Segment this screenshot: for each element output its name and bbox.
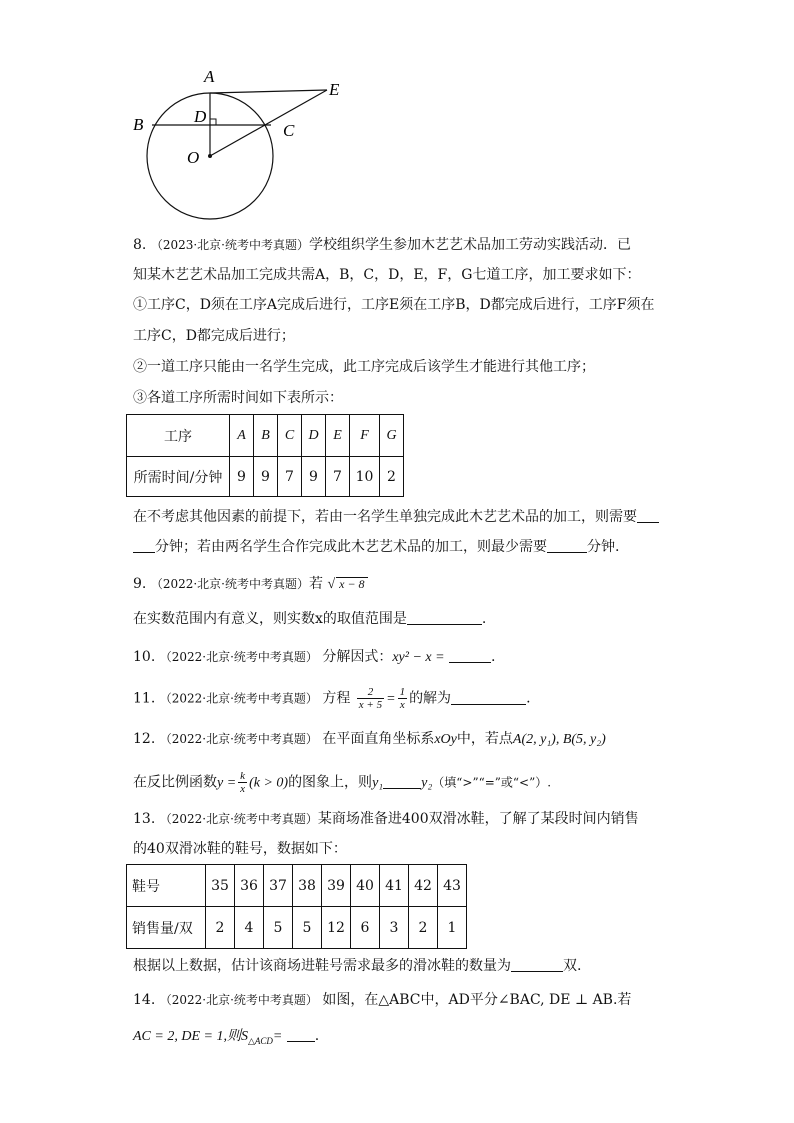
table-cell: 7 (326, 457, 350, 497)
table-header-cell: 销售量/双 (127, 907, 206, 949)
answer-blank[interactable] (449, 648, 491, 663)
q11-fraction-1: $\frac{2}{x + 5}$ (358, 686, 383, 711)
table-header-cell: 鞋号 (127, 865, 206, 907)
q11-equals: = (386, 691, 396, 707)
answer-blank[interactable] (287, 1027, 315, 1042)
table-header-cell: 所需时间/分钟 (127, 457, 230, 497)
table-cell: 42 (409, 865, 438, 907)
q9-line1: 9. （2022·北京·统考中考真题）若 √ x − 8 (133, 575, 368, 594)
answer-blank[interactable] (547, 538, 587, 553)
q8-ask2-text: 分钟；若由两名学生合作完成此木艺艺术品的加工，则最少需要 (155, 539, 547, 555)
table-cell: 9 (254, 457, 278, 497)
table-cell: B (254, 415, 278, 457)
table-cell: 5 (264, 907, 293, 949)
q10-expr: xy² − x = (392, 650, 445, 665)
table-cell: 6 (351, 907, 380, 949)
table-cell: 37 (264, 865, 293, 907)
table-cell: 41 (380, 865, 409, 907)
table-cell: 2 (380, 457, 404, 497)
q10-source: （2022·北京·统考中考真题） (159, 650, 318, 664)
table-cell: 39 (322, 865, 351, 907)
q9-text: 在实数范围内有意义，则实数x的取值范围是 (133, 611, 407, 627)
table-header-cell: 工序 (127, 415, 230, 457)
q8-ask1-text: 在不考虑其他因素的前提下，若由一名学生单独完成此木艺艺术品的加工，则需要 (133, 509, 637, 525)
q13-number: 13. (133, 811, 156, 827)
q13-text1: 某商场准备进400双滑冰鞋，了解了某段时间内销售 (317, 811, 639, 827)
q14-area-sub: △ACD (247, 1035, 273, 1046)
q8-text1: 学校组织学生参加木艺艺术品加工劳动实践活动．已 (308, 237, 631, 253)
q9-source: （2022·北京·统考中考真题） (150, 577, 309, 591)
q9-number: 9. (133, 576, 147, 592)
q13-ask (133, 957, 581, 975)
table-cell: 40 (351, 865, 380, 907)
q8-ask2-tail: 分钟. (587, 539, 620, 555)
q8-ask1 (133, 508, 659, 526)
q14-line1 (133, 991, 631, 1009)
table-cell: 7 (278, 457, 302, 497)
table-cell: 43 (438, 865, 467, 907)
table-cell: 36 (235, 865, 264, 907)
q12-func-lhs: y = (217, 775, 237, 791)
q9-pre: 若 (308, 576, 323, 592)
q14-end: . (314, 1028, 320, 1044)
q11-number: 11. (133, 690, 156, 707)
q8-rule3: ③各道工序所需时间如下表所示： (133, 390, 343, 406)
q13-line1 (133, 810, 639, 828)
q10-text: 分解因式： (322, 649, 393, 665)
q12-y2: y₂ (421, 775, 433, 791)
q11-fraction-2: $\frac{1}{x}$ (399, 686, 406, 711)
table-cell: 10 (350, 457, 380, 497)
table-cell: F (350, 415, 380, 457)
answer-blank[interactable] (451, 690, 526, 705)
q10-number: 10. (133, 649, 156, 665)
table-row (127, 907, 467, 949)
table-row (127, 865, 467, 907)
table-cell: D (302, 415, 326, 457)
label-a: A (204, 67, 215, 86)
q13-source: （2022·北京·统考中考真题） (159, 812, 318, 826)
table-cell: 9 (302, 457, 326, 497)
q12-coord: xOy (434, 732, 457, 747)
q8-rule2: ②一道工序只能由一名学生完成，此工序完成后该学生才能进行其他工序； (133, 359, 595, 375)
q12-line2 (133, 770, 551, 795)
q11-text: 方程 (322, 690, 351, 707)
q12-text: 在平面直角坐标系 (322, 731, 435, 747)
answer-blank[interactable] (133, 538, 155, 553)
table-cell: A (230, 415, 254, 457)
table-cell: 4 (235, 907, 264, 949)
table-cell: 35 (206, 865, 235, 907)
q8-rule1b: 工序C，D都完成后进行； (133, 328, 295, 344)
table-cell: 12 (322, 907, 351, 949)
q14-number: 14. (133, 992, 156, 1008)
right-angle-mark (210, 119, 216, 125)
q8-line1 (133, 236, 631, 254)
q14-given: AC = 2, DE = 1,则 (133, 1029, 241, 1044)
q13-size-table (126, 864, 467, 949)
q9-line2: 在实数范围内有意义，则实数x的取值范围是 . (133, 611, 487, 627)
q12-func-fraction: $\frac{k}{x}$ (240, 770, 246, 795)
table-cell: 2 (206, 907, 235, 949)
q8-ask2 (133, 538, 619, 556)
q12-hint: （填“>”“=”或“<”）. (432, 775, 552, 790)
q10-line: 10. （2022·北京·统考中考真题） 分解因式：xy² − x = . (133, 649, 496, 665)
q12-mid: 中，若点 (456, 731, 513, 747)
table-cell: G (380, 415, 404, 457)
q13-ask-text: 根据以上数据，估计该商场进鞋号需求最多的滑冰鞋的数量为 (133, 958, 511, 974)
q14-area: S (240, 1029, 248, 1044)
q8-line2: 知某木艺艺术品加工完成共需A，B，C，D，E，F，G七道工序，加工要求如下： (133, 267, 641, 283)
q11-tail: 的解为 (409, 690, 452, 707)
q13-unit: 双. (563, 958, 582, 974)
tangent-ae (210, 90, 327, 93)
q12-line2a: 在反比例函数 (133, 774, 217, 791)
table-cell: 5 (293, 907, 322, 949)
label-o: O (187, 148, 200, 167)
answer-blank[interactable] (407, 610, 482, 625)
segment-oe (210, 90, 327, 156)
q8-process-table (126, 414, 404, 497)
table-cell: 9 (230, 457, 254, 497)
q14-source: （2022·北京·统考中考真题） (159, 993, 318, 1007)
label-d: D (194, 107, 207, 126)
q12-points: A(2, y₁), B(5, y₂) (512, 732, 606, 747)
q9-radicand: x − 8 (336, 577, 367, 591)
q12-y1: y₁ (372, 775, 384, 791)
q12-number: 12. (133, 731, 156, 747)
table-cell: 38 (293, 865, 322, 907)
geometry-figure (125, 60, 365, 230)
q13-line2: 的40双滑冰鞋的鞋号，数据如下： (133, 841, 347, 857)
q14-line2 (133, 1027, 319, 1050)
label-e: E (329, 80, 340, 99)
q11-source: （2022·北京·统考中考真题） (159, 691, 318, 706)
q14-area-eq: = (272, 1029, 283, 1044)
table-cell: 3 (380, 907, 409, 949)
answer-blank[interactable] (383, 774, 421, 789)
table-cell: C (278, 415, 302, 457)
q12-line1 (133, 730, 606, 749)
label-c: C (283, 121, 295, 140)
label-b: B (133, 115, 144, 134)
table-row (127, 457, 404, 497)
q8-rule1a: ①工序C，D须在工序A完成后进行，工序E须在工序B，D都完成后进行，工序F须在 (133, 297, 655, 313)
q11-line: 11. （2022·北京·统考中考真题） 方程 $\frac{2}{x + 5}$ = $\frac{1}{x}$ 的解为 . (133, 686, 531, 711)
q14-text: 如图，在△ABC中，AD平分∠BAC, DE ⊥ AB.若 (322, 992, 632, 1008)
answer-blank[interactable] (637, 508, 659, 523)
table-cell: 2 (409, 907, 438, 949)
table-cell: 1 (438, 907, 467, 949)
table-row (127, 415, 404, 457)
answer-blank[interactable] (511, 957, 563, 972)
q8-number: 8. (133, 237, 147, 253)
table-cell: E (326, 415, 350, 457)
center-dot (208, 154, 212, 158)
q12-func-cond: (k > 0) (249, 775, 289, 791)
q12-source: （2022·北京·统考中考真题） (159, 732, 318, 746)
q12-line2b: 的图象上，则 (288, 774, 373, 791)
q8-source: （2023·北京·统考中考真题） (150, 238, 309, 252)
